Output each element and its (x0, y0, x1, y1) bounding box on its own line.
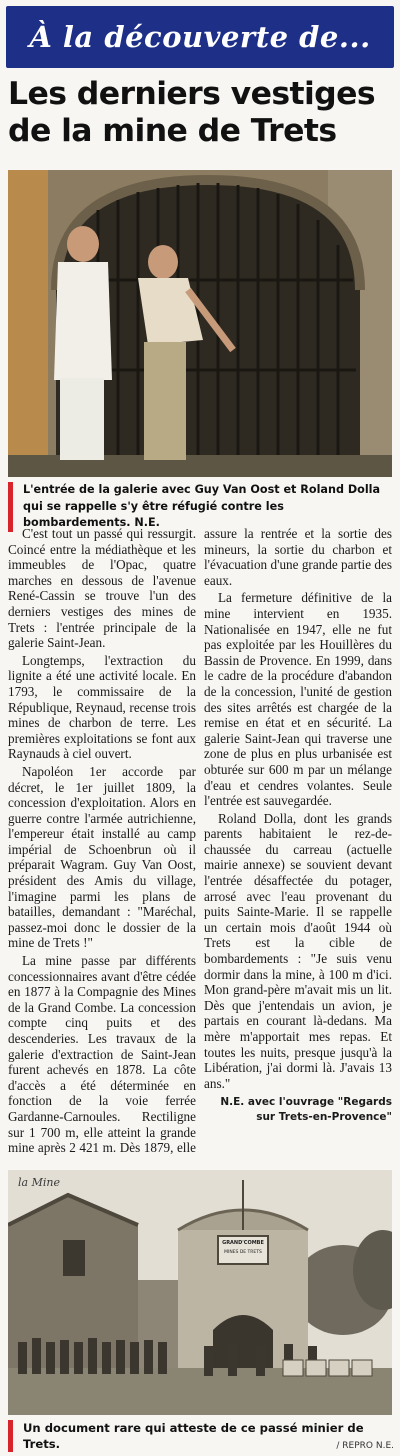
photo-gallery-entrance (8, 170, 392, 477)
photo-historic-mine-image (8, 1170, 392, 1415)
article-paragraph: La mine passe par différents concessionnaires avant d'être cédée en 1877 à la Compagnie des Mines de la Grand Combe. La concession compte cinq puits et des descenderies. Les travaux de la galerie d'extraction de Saint-Jean furent achevés en 1878. La côte d'accès a été déterminée en fonction de la voie ferrée Gardanne-Carnoules. Rectiligne sur 1 700 m, elle atteint la grande mine après 2 421 m. Dès 1879, elle assure la rentrée et la sortie des mineurs, la sortie du charbon et l'évacuation d'une grande partie des eaux. (8, 526, 392, 1156)
article-paragraph: La fermeture définitive de la mine intervient en 1935. Nationalisée en 1947, elle ne fut pas exploitée par les Houillères du Bassin de Provence. En 1999, dans le cadre de la procédure d'abandon de la concession, l'unité de gestion des sites arrêtés est chargée de la remise en état et en sécurité. La galerie Saint-Jean qui traverse une zone de plus en plus urbanisée est obturée sur 600 m par un mélange d'eau et cendres volantes. Seule l'entrée est sauvegardée. (204, 590, 392, 809)
sign-line1: GRAND'COMBE (222, 1240, 264, 1246)
article-paragraph: Roland Dolla, dont les grands parents habitaient le rez-de-chaussée du carreau (actuelle mairie annexe) se souvient devant l'entrée désaffectée du potager, arrosé avec l'eau provenant du puits Sainte-Marie. Il se rappelle un certain mois d'août 1944 où Trets est la cible de bombardements : "Je suis venu dormir dans la mine, à 100 m d'ici. Mon grand-père m'avait mis un lit. Dès que j'entendais un avion, je partais en courant là-dedans. Ma mère m'apportait mes repas. Et toutes les nuits, presque jusqu'à la Libération, j'ai dormi là. J'avais 13 ans." (204, 810, 392, 1091)
sign-line2: MINES DE TRETS (224, 1250, 262, 1255)
photo-historic-mine (8, 1170, 392, 1415)
photo-caption: L'entrée de la galerie avec Guy Van Oost et Roland Dolla qui se rappelle s'y être réfugié contre les bombardements. N.E. (8, 482, 392, 532)
article-credit: N.E. avec l'ouvrage "Regards sur Trets-en-Provence" (220, 1096, 392, 1124)
article-paragraph: Napoléon 1er accorde par décret, le 1er juillet 1809, la concession d'exploitation. Alors en guerre contre l'armée autrichienne, l'empereur était installé au camp impérial de Schoenbrun où il préparait Wagram. Guy Van Oost, président des Amis du village, l'imagine parmi les plans de batailles, demandant : "Maréchal, passez-moi donc le dossier de la mine de Trets !" (8, 763, 196, 951)
article-paragraph: Longtemps, l'extraction du lignite a été une activité locale. En 1793, le commissaire de la République, Reynaud, recense trois mines de charbon de terre. Les premières exploitations se font aux Raynauds à ciel ouvert. (8, 652, 196, 762)
photo-caption: Un document rare qui atteste de ce passé minier de Trets. (8, 1420, 392, 1452)
headline: Les derniers vestiges de la mine de Trets (8, 76, 375, 149)
article-paragraph: C'est tout un passé qui ressurgit. Coincé entre la médiathèque et les immeubles de l'Opac, quatre marches en dessous de l'avenue René-Cassin se trouve l'un des derniers vestiges des mines de Trets : l'entrée principale de la galerie Saint-Jean. (8, 526, 196, 651)
section-banner (6, 6, 394, 68)
photo-credit: / REPRO N.E. (336, 1441, 394, 1451)
photo-label: la Mine (18, 1176, 60, 1189)
banner-text: À la découverte de... (29, 20, 371, 54)
photo-gallery-entrance-image (8, 170, 392, 477)
article-body (8, 526, 392, 1158)
